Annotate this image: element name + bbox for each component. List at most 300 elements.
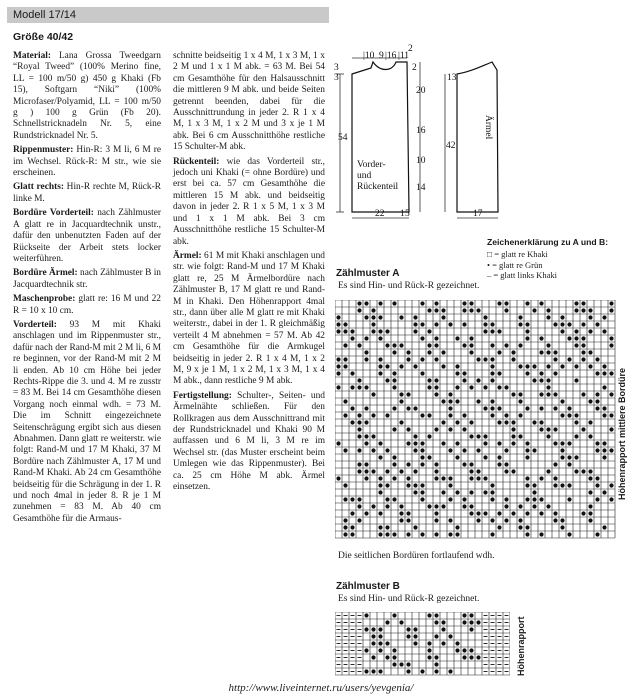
- green-cell: [567, 462, 571, 466]
- green-cell: [525, 476, 529, 480]
- instructions-column-1: [13, 51, 161, 528]
- green-cell: [392, 455, 396, 459]
- green-cell: [434, 343, 438, 347]
- green-cell: [357, 343, 361, 347]
- green-cell: [483, 357, 487, 361]
- green-cell: [378, 648, 382, 652]
- green-cell: [434, 301, 438, 305]
- green-cell: [413, 641, 417, 645]
- green-cell: [420, 455, 424, 459]
- green-cell: [490, 497, 494, 501]
- paragraph-text: Schulter-, Seiten- und Ärmelnähte schließen. Für den Rollkragen aus dem Ausschnittrand mit der Rundstricknadel und Khaki 90 M auffassen und 6 M li, 3 M re im Wechsel str. (das Muster erscheint beim Umlegen wie das Rippenmuster). Bei ca. 25 cm Höhe M abk. Ärmel einsetzen.: [173, 390, 325, 493]
- green-cell: [588, 350, 592, 354]
- green-cell: [343, 399, 347, 403]
- green-cell: [406, 462, 410, 466]
- green-cell: [378, 532, 382, 536]
- green-cell: [441, 441, 445, 445]
- paragraph-text: nach Zählmuster A glatt re in Jacquardtechnik unstr., dafür den unbenutzten Faden auf der Rückseite der Arbeit stets locker weiterführen.: [13, 208, 161, 264]
- green-cell: [371, 448, 375, 452]
- green-cell: [469, 350, 473, 354]
- green-cell: [476, 518, 480, 522]
- green-cell: [441, 490, 445, 494]
- paragraph-label: Rippenmuster:: [13, 145, 74, 156]
- green-cell: [588, 308, 592, 312]
- green-cell: [546, 434, 550, 438]
- green-cell: [511, 434, 515, 438]
- green-cell: [378, 371, 382, 375]
- green-cell: [553, 371, 557, 375]
- green-cell: [504, 504, 508, 508]
- green-cell: [371, 469, 375, 473]
- green-cell: [420, 336, 424, 340]
- green-cell: [532, 504, 536, 508]
- green-cell: [581, 301, 585, 305]
- green-cell: [602, 448, 606, 452]
- green-cell: [441, 308, 445, 312]
- green-cell: [497, 441, 501, 445]
- green-cell: [378, 336, 382, 340]
- green-cell: [364, 669, 368, 673]
- green-cell: [392, 378, 396, 382]
- green-cell: [588, 511, 592, 515]
- green-cell: [553, 322, 557, 326]
- green-cell: [427, 434, 431, 438]
- green-cell: [399, 315, 403, 319]
- green-cell: [504, 301, 508, 305]
- green-cell: [539, 511, 543, 515]
- chart-b-grid: [335, 612, 510, 679]
- dim-top-5: 2: [408, 44, 413, 54]
- green-cell: [483, 315, 487, 319]
- dim-top-2: 9: [379, 51, 384, 61]
- green-cell: [378, 315, 382, 319]
- green-cell: [539, 350, 543, 354]
- green-cell: [406, 427, 410, 431]
- green-cell: [399, 518, 403, 522]
- green-cell: [476, 655, 480, 659]
- green-cell: [364, 315, 368, 319]
- green-cell: [588, 434, 592, 438]
- green-cell: [490, 371, 494, 375]
- dim-top-3: |16: [385, 51, 397, 61]
- green-cell: [343, 497, 347, 501]
- green-cell: [469, 469, 473, 473]
- green-cell: [399, 511, 403, 515]
- green-cell: [553, 483, 557, 487]
- green-cell: [532, 364, 536, 368]
- green-cell: [518, 343, 522, 347]
- green-cell: [406, 483, 410, 487]
- green-cell: [567, 413, 571, 417]
- green-cell: [399, 392, 403, 396]
- green-cell: [434, 462, 438, 466]
- green-cell: [476, 511, 480, 515]
- green-cell: [378, 525, 382, 529]
- green-cell: [497, 350, 501, 354]
- green-cell: [553, 476, 557, 480]
- green-cell: [476, 476, 480, 480]
- green-cell: [490, 378, 494, 382]
- green-cell: [574, 378, 578, 382]
- green-cell: [350, 420, 354, 424]
- green-cell: [581, 511, 585, 515]
- green-cell: [490, 483, 494, 487]
- green-cell: [483, 455, 487, 459]
- green-cell: [483, 322, 487, 326]
- green-cell: [399, 620, 403, 624]
- green-cell: [357, 378, 361, 382]
- green-cell: [490, 413, 494, 417]
- green-cell: [406, 662, 410, 666]
- green-cell: [518, 518, 522, 522]
- green-cell: [469, 336, 473, 340]
- green-cell: [532, 378, 536, 382]
- green-cell: [378, 455, 382, 459]
- green-cell: [609, 336, 613, 340]
- green-cell: [455, 441, 459, 445]
- green-cell: [364, 406, 368, 410]
- green-cell: [525, 364, 529, 368]
- chart-b-title: Zählmuster B: [336, 581, 400, 592]
- green-cell: [357, 462, 361, 466]
- green-cell: [441, 641, 445, 645]
- green-cell: [385, 532, 389, 536]
- green-cell: [385, 343, 389, 347]
- green-cell: [399, 399, 403, 403]
- green-cell: [364, 627, 368, 631]
- green-cell: [441, 399, 445, 403]
- green-cell: [462, 613, 466, 617]
- green-cell: [462, 620, 466, 624]
- green-cell: [511, 350, 515, 354]
- green-cell: [560, 455, 564, 459]
- green-cell: [343, 322, 347, 326]
- green-cell: [343, 532, 347, 536]
- green-cell: [588, 315, 592, 319]
- green-cell: [567, 483, 571, 487]
- green-cell: [434, 392, 438, 396]
- green-cell: [364, 301, 368, 305]
- green-cell: [385, 364, 389, 368]
- green-cell: [567, 322, 571, 326]
- sleeve-label: Ärmel: [483, 115, 493, 140]
- green-cell: [441, 504, 445, 508]
- green-cell: [420, 357, 424, 361]
- green-cell: [378, 669, 382, 673]
- green-cell: [497, 406, 501, 410]
- green-cell: [609, 413, 613, 417]
- green-cell: [462, 427, 466, 431]
- green-cell: [434, 357, 438, 361]
- green-cell: [378, 641, 382, 645]
- green-cell: [546, 378, 550, 382]
- green-cell: [413, 364, 417, 368]
- green-cell: [574, 469, 578, 473]
- green-cell: [553, 406, 557, 410]
- green-cell: [441, 315, 445, 319]
- green-cell: [560, 441, 564, 445]
- green-cell: [406, 350, 410, 354]
- green-cell: [602, 385, 606, 389]
- green-cell: [553, 441, 557, 445]
- paragraph-text: schnitte beidseitig 1 x 4 M, 1 x 3 M, 1 x 2 M und 1 x 1 M abk. = 63 M. Bei 54 cm Gesamthöhe für den Halsausschnitt die mittleren 9 M abk. und beide Seiten getrennt beenden, dabei für die Ausschnittrundung in jeder 2. R 1 x 4 M, 1 x 3 M, 1 x 2 M und 3 x je 1 M abk. Bei 6 cm Ausschnitthöhe restliche 15 Schulter-M abk.: [173, 51, 325, 153]
- green-cell: [532, 448, 536, 452]
- green-cell: [378, 634, 382, 638]
- green-cell: [434, 308, 438, 312]
- green-cell: [497, 385, 501, 389]
- green-cell: [574, 413, 578, 417]
- green-cell: [511, 469, 515, 473]
- green-cell: [588, 504, 592, 508]
- paragraph-text: nach Zählmuster B in Jacquardtechnik str.: [13, 268, 161, 290]
- green-cell: [357, 427, 361, 431]
- green-cell: [441, 420, 445, 424]
- green-cell: [609, 392, 613, 396]
- green-cell: [588, 364, 592, 368]
- green-cell: [413, 315, 417, 319]
- green-cell: [427, 343, 431, 347]
- col1-paragraph: [13, 145, 161, 179]
- green-cell: [497, 329, 501, 333]
- green-cell: [567, 441, 571, 445]
- green-cell: [574, 420, 578, 424]
- green-cell: [525, 441, 529, 445]
- green-cell: [602, 371, 606, 375]
- legend-item-2: = glatt re Grün: [492, 259, 543, 270]
- green-cell: [413, 448, 417, 452]
- green-cell: [588, 329, 592, 333]
- green-cell: [455, 641, 459, 645]
- green-cell: [546, 427, 550, 431]
- paragraph-label: Rückenteil:: [173, 156, 220, 167]
- green-cell: [378, 483, 382, 487]
- green-cell: [420, 413, 424, 417]
- green-cell: [483, 385, 487, 389]
- green-cell: [497, 371, 501, 375]
- green-cell: [357, 518, 361, 522]
- green-cell: [427, 413, 431, 417]
- body-label-1: Vorder-: [357, 160, 386, 170]
- green-cell: [595, 476, 599, 480]
- green-cell: [371, 434, 375, 438]
- green-cell: [560, 364, 564, 368]
- green-cell: [581, 322, 585, 326]
- legend-dash-icon: –: [487, 270, 494, 280]
- green-cell: [371, 634, 375, 638]
- green-cell: [462, 448, 466, 452]
- green-cell: [490, 518, 494, 522]
- green-cell: [434, 476, 438, 480]
- green-cell: [357, 469, 361, 473]
- green-cell: [406, 357, 410, 361]
- green-cell: [336, 441, 340, 445]
- green-cell: [420, 322, 424, 326]
- green-cell: [399, 343, 403, 347]
- green-cell: [420, 301, 424, 305]
- green-cell: [511, 357, 515, 361]
- green-cell: [441, 364, 445, 368]
- green-cell: [357, 420, 361, 424]
- green-cell: [469, 655, 473, 659]
- green-cell: [413, 627, 417, 631]
- sleeve-dim-3: 17: [473, 209, 483, 219]
- green-cell: [469, 627, 473, 631]
- green-cell: [413, 441, 417, 445]
- green-cell: [469, 308, 473, 312]
- green-cell: [581, 308, 585, 312]
- green-cell: [434, 518, 438, 522]
- green-cell: [539, 378, 543, 382]
- paragraph-text: 93 M mit Khaki anschlagen und im Rippenmuster str., dafür nach der Rand-M mit 2 M li, 6 M re beginnen, vor der Rand-M mit 2 M li enden. Ab 10 cm Höhe bei jeder Rechts-Rippe die 3. und 4. M re zusstr = 83 M. Bei 14 cm Gesamthöhe diesen Vorgang noch einmal wdh. = 73 M. Die im Schnitt eingezeichnete Seitenschrägung ergibt sich aus diesen Abnahmen. Dann glatt re weiterstr. wie folgt: Rand-M und 17 M Khaki, 37 M Bordüre nach Zählmuster A, 17 M und Rand-M Khaki. Ab 24 cm Gesamthöhe beidseitig für die Schrägung in der 1. R und noch 4mal in jeder 8. R je 1 M zunehmen = 83 M. Ab 40 cm Gesamthöhe für die Armaus-: [13, 319, 161, 524]
- green-cell: [378, 357, 382, 361]
- green-cell: [462, 648, 466, 652]
- green-cell: [462, 343, 466, 347]
- green-cell: [448, 476, 452, 480]
- green-cell: [448, 406, 452, 410]
- green-cell: [490, 406, 494, 410]
- green-cell: [560, 329, 564, 333]
- green-cell: [434, 469, 438, 473]
- green-cell: [574, 434, 578, 438]
- green-cell: [343, 483, 347, 487]
- dim-right-2: 20: [416, 86, 426, 96]
- green-cell: [581, 469, 585, 473]
- green-cell: [595, 406, 599, 410]
- green-cell: [511, 392, 515, 396]
- green-cell: [497, 420, 501, 424]
- dim-bottom-3: 5: [405, 209, 410, 219]
- chart-a-grid: [335, 300, 616, 542]
- green-cell: [483, 476, 487, 480]
- green-cell: [462, 371, 466, 375]
- green-cell: [392, 655, 396, 659]
- green-cell: [385, 504, 389, 508]
- green-cell: [546, 364, 550, 368]
- green-cell: [602, 329, 606, 333]
- green-cell: [427, 329, 431, 333]
- green-cell: [350, 511, 354, 515]
- green-cell: [420, 669, 424, 673]
- green-cell: [364, 511, 368, 515]
- green-cell: [350, 385, 354, 389]
- green-cell: [595, 448, 599, 452]
- paragraph-label: Vorderteil:: [13, 319, 57, 330]
- paragraph-label: Fertigstellung:: [173, 390, 232, 401]
- green-cell: [434, 669, 438, 673]
- dim-left-2: 3: [334, 73, 339, 83]
- green-cell: [539, 392, 543, 396]
- green-cell: [504, 448, 508, 452]
- green-cell: [609, 343, 613, 347]
- legend-item-1: = glatt re Khaki: [494, 249, 548, 259]
- green-cell: [371, 329, 375, 333]
- green-cell: [602, 525, 606, 529]
- green-cell: [434, 532, 438, 536]
- instructions-column-2: [173, 51, 325, 496]
- green-cell: [504, 413, 508, 417]
- col1-paragraph: [13, 182, 161, 205]
- green-cell: [371, 627, 375, 631]
- green-cell: [539, 406, 543, 410]
- green-cell: [406, 532, 410, 536]
- green-cell: [448, 483, 452, 487]
- green-cell: [567, 336, 571, 340]
- green-cell: [504, 518, 508, 522]
- green-cell: [420, 371, 424, 375]
- green-cell: [539, 497, 543, 501]
- green-cell: [455, 336, 459, 340]
- green-cell: [525, 483, 529, 487]
- green-cell: [364, 350, 368, 354]
- green-cell: [455, 490, 459, 494]
- green-cell: [336, 315, 340, 319]
- green-cell: [469, 301, 473, 305]
- green-cell: [378, 301, 382, 305]
- green-cell: [490, 399, 494, 403]
- green-cell: [455, 525, 459, 529]
- green-cell: [567, 406, 571, 410]
- green-cell: [406, 518, 410, 522]
- green-cell: [364, 357, 368, 361]
- green-cell: [469, 462, 473, 466]
- green-cell: [518, 525, 522, 529]
- green-cell: [364, 441, 368, 445]
- green-cell: [399, 420, 403, 424]
- source-url: http://www.liveinternet.ru/users/yevgenia/: [228, 682, 414, 694]
- col1-paragraph: [13, 268, 161, 291]
- green-cell: [476, 469, 480, 473]
- green-cell: [413, 483, 417, 487]
- green-cell: [427, 655, 431, 659]
- green-cell: [385, 525, 389, 529]
- green-cell: [385, 378, 389, 382]
- green-cell: [511, 441, 515, 445]
- col2-paragraph: [173, 251, 325, 388]
- green-cell: [560, 448, 564, 452]
- green-cell: [364, 385, 368, 389]
- chart-a-side-label: Höhenrapport mittlere Bordüre: [617, 367, 627, 500]
- green-cell: [455, 399, 459, 403]
- green-cell: [476, 308, 480, 312]
- green-cell: [399, 469, 403, 473]
- green-cell: [546, 308, 550, 312]
- green-cell: [532, 308, 536, 312]
- green-cell: [609, 497, 613, 501]
- green-cell: [469, 343, 473, 347]
- green-cell: [462, 462, 466, 466]
- green-cell: [336, 329, 340, 333]
- green-cell: [476, 448, 480, 452]
- green-cell: [420, 483, 424, 487]
- green-cell: [364, 613, 368, 617]
- green-cell: [525, 448, 529, 452]
- green-cell: [392, 613, 396, 617]
- col1-paragraph: [13, 51, 161, 142]
- green-cell: [357, 497, 361, 501]
- green-cell: [441, 350, 445, 354]
- green-cell: [427, 350, 431, 354]
- green-cell: [539, 427, 543, 431]
- green-cell: [434, 427, 438, 431]
- green-cell: [448, 669, 452, 673]
- green-cell: [406, 511, 410, 515]
- green-cell: [378, 511, 382, 515]
- green-cell: [462, 378, 466, 382]
- green-cell: [392, 371, 396, 375]
- green-cell: [392, 301, 396, 305]
- col2-paragraph: [173, 51, 325, 154]
- green-cell: [588, 518, 592, 522]
